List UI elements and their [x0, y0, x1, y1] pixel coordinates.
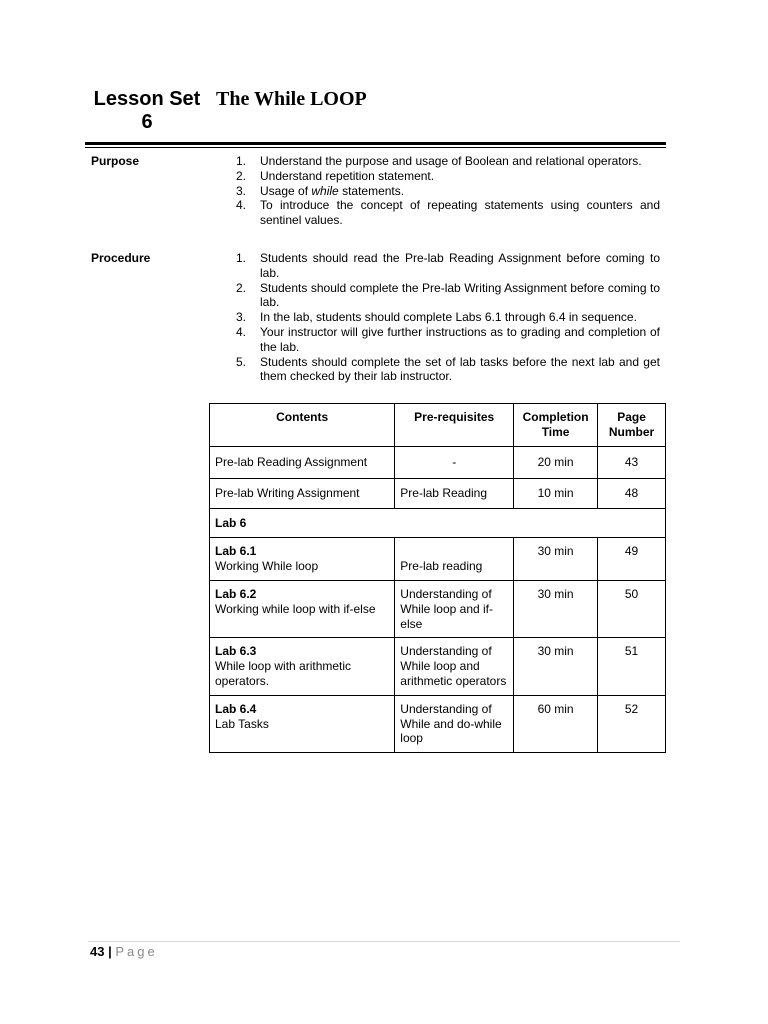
- procedure-list: [236, 251, 660, 384]
- procedure-label: Procedure: [91, 251, 151, 265]
- list-item: 3. Usage of while statements.: [236, 183, 405, 198]
- table-row: Lab 6.2 Working while loop with if-else Understanding of While loop and if-else 30 min 50: [210, 580, 666, 637]
- contents-table: [209, 403, 666, 753]
- footer-page-number: 43: [90, 944, 105, 959]
- table-row: Lab 6.1 Working While loop Pre-lab reading 30 min 49: [210, 538, 666, 581]
- header-contents: Contents: [210, 404, 395, 447]
- lesson-header: [92, 88, 672, 138]
- footer-separator: |: [108, 944, 112, 959]
- header-rule-thin: [85, 147, 666, 148]
- list-item: 2. Understand repetition statement.: [236, 168, 435, 183]
- header-rule-thick: [85, 142, 666, 145]
- list-item: 5. Students should complete the set of lab tasks before the next lab and get them checked by their lab instructor.: [236, 354, 660, 384]
- lesson-set-heading: [92, 88, 202, 134]
- table-row: Lab 6.4 Lab Tasks Understanding of While and do-while loop 60 min 52: [210, 695, 666, 752]
- purpose-label: Purpose: [91, 154, 140, 168]
- table-row: Lab 6.3 While loop with arithmetic operators. Understanding of While loop and arithmetic operators 30 min 51: [210, 638, 666, 695]
- footer-rule: [88, 941, 680, 942]
- lesson-title: The While LOOP: [216, 88, 367, 110]
- table-row: Pre-lab Writing Assignment Pre-lab Reading 10 min 48: [210, 478, 666, 508]
- table-row: Pre-lab Reading Assignment - 20 min 43: [210, 447, 666, 479]
- list-item: 3. In the lab, students should complete Labs 6.1 through 6.4 in sequence.: [236, 310, 637, 325]
- header-prerequisites: Pre-requisites: [395, 404, 514, 447]
- list-item: 2. Students should complete the Pre-lab Writing Assignment before coming to lab.: [236, 280, 660, 310]
- table-header-row: [210, 404, 666, 447]
- list-item: 4. Your instructor will give further instructions as to grading and completion of the lab.: [236, 324, 660, 354]
- header-page-number: Page Number: [598, 404, 666, 447]
- page-footer: [90, 944, 158, 960]
- list-item: 1. Understand the purpose and usage of Boolean and relational operators.: [236, 154, 642, 168]
- header-completion-time: Completion Time: [514, 404, 598, 447]
- lesson-set-label: Lesson Set: [93, 88, 201, 110]
- list-item: 4. To introduce the concept of repeating statements using counters and sentinel values.: [236, 198, 660, 228]
- lesson-number: 6: [141, 111, 153, 133]
- purpose-list: [236, 154, 660, 228]
- lab-section-row: Lab 6: [210, 508, 666, 538]
- footer-page-word: Page: [115, 944, 158, 959]
- list-item: 1. Students should read the Pre-lab Reading Assignment before coming to lab.: [236, 251, 660, 280]
